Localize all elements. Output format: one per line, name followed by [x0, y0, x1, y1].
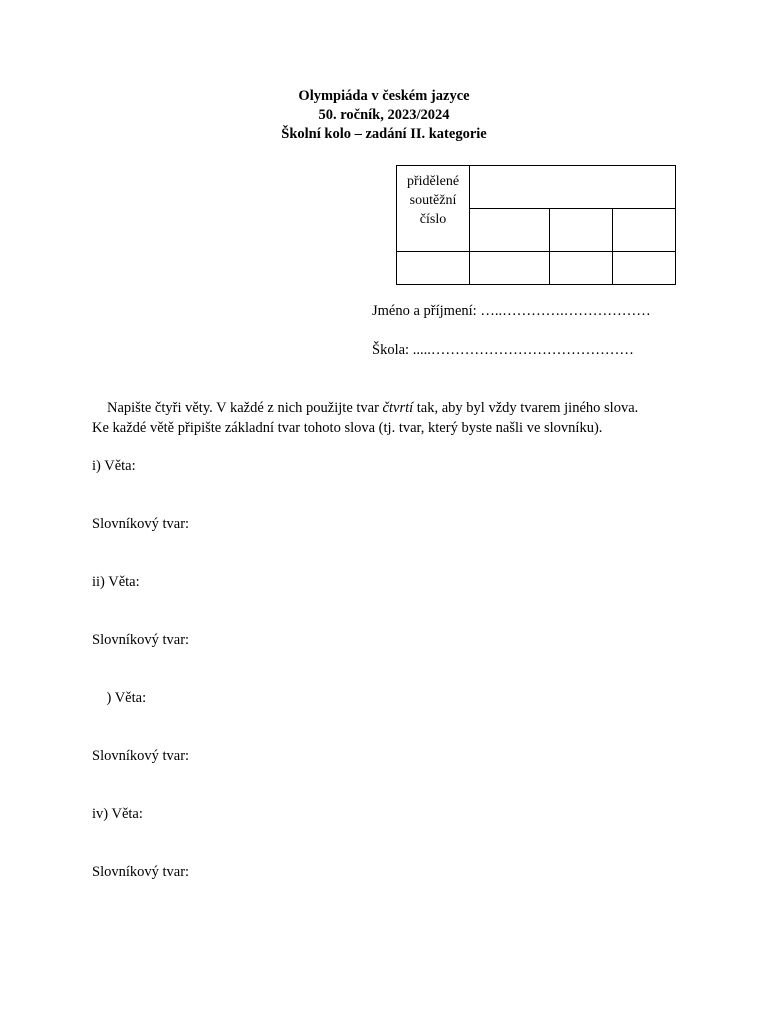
dictionary-label-2: Slovníkový tvar: [92, 632, 190, 648]
dictionary-label-1: Slovníkový tvar: [92, 516, 190, 532]
header-round: Školní kolo – zadání II. kategorie [281, 126, 487, 142]
instruction-line-1: Napište čtyři věty. V každé z nich použijte tvar čtvrtí tak, aby byl vždy tvarem jiného slova. [107, 400, 639, 416]
competition-number-table [396, 165, 676, 285]
name-field [372, 303, 651, 320]
school-dots: .....…………………………………… [412, 342, 634, 358]
task-instructions [92, 398, 692, 438]
number-cell [397, 252, 470, 285]
instruction-line-2: Ke každé větě připište základní tvar tohoto slova (tj. tvar, který byste našli ve slovníku). [92, 420, 603, 436]
school-field [372, 342, 634, 359]
name-dots: …..………….……………… [480, 303, 651, 319]
dictionary-label-4: Slovníkový tvar: [92, 864, 190, 880]
header-year: 50. ročník, 2023/2024 [318, 107, 450, 123]
assigned-number-label: přidělené soutěžní číslo [397, 166, 470, 252]
number-cell [470, 209, 550, 252]
sentence-label-3: ) Věta: [92, 690, 147, 706]
header-title: Olympiáda v českém jazyce [298, 88, 470, 104]
sentence-label-1: i) Věta: [92, 458, 136, 474]
school-label: Škola: [372, 342, 410, 358]
number-cell [613, 209, 676, 252]
number-cell-top [470, 166, 676, 209]
emphasized-word: čtvrtí [382, 400, 414, 416]
sentence-label-4: iv) Věta: [92, 806, 143, 822]
name-label: Jméno a příjmení: [372, 303, 477, 319]
number-cell [550, 252, 613, 285]
dictionary-label-3: Slovníkový tvar: [92, 748, 190, 764]
sentence-label-2: ii) Věta: [92, 574, 140, 590]
number-cell [470, 252, 550, 285]
number-cell [550, 209, 613, 252]
number-cell [613, 252, 676, 285]
document-header [0, 87, 768, 144]
